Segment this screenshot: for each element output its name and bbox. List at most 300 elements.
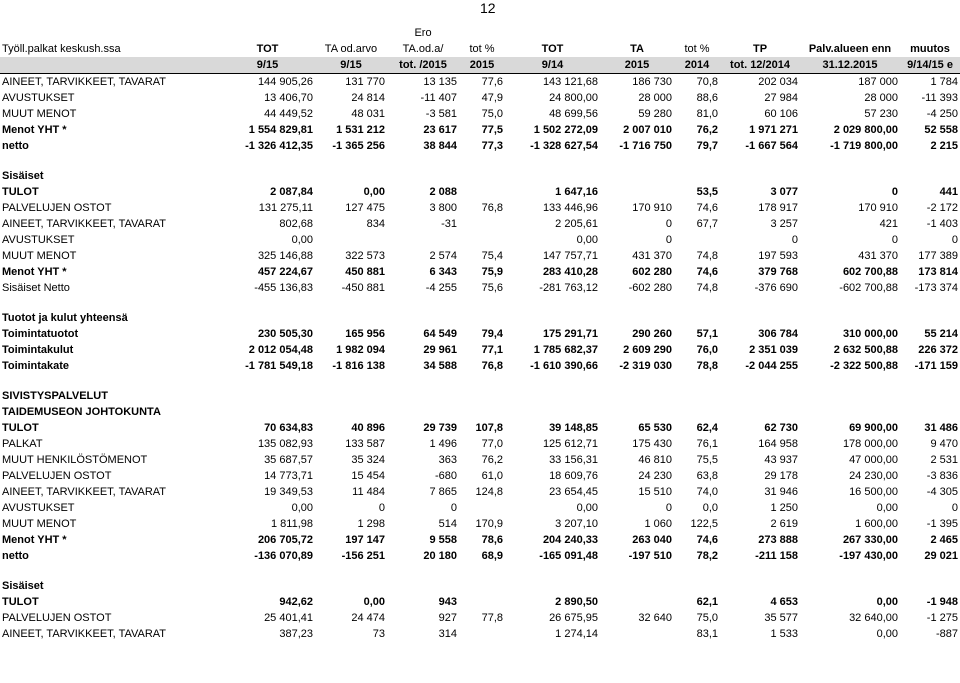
row-value: 23 617 xyxy=(423,124,457,136)
row-value: 79,4 xyxy=(481,328,503,340)
row-value: 147 757,71 xyxy=(542,250,598,262)
row-value: 177 389 xyxy=(918,250,958,262)
row-value: 57,1 xyxy=(696,328,718,340)
table-row xyxy=(0,436,960,452)
row-value: -2 319 030 xyxy=(619,360,672,372)
row-value: 2 205,61 xyxy=(555,218,598,230)
row-value: 178 917 xyxy=(758,202,798,214)
table-row xyxy=(0,216,960,232)
table-row xyxy=(0,122,960,138)
row-value: 26 675,95 xyxy=(549,612,598,624)
row-value: -602 280 xyxy=(628,282,672,294)
row-value: 834 xyxy=(366,218,385,230)
row-value: 3 800 xyxy=(429,202,457,214)
table-row xyxy=(0,516,960,532)
row-value: 2 029 800,00 xyxy=(833,124,898,136)
row-value: 602 280 xyxy=(632,266,672,278)
row-value xyxy=(459,184,505,200)
header-cell: TA xyxy=(630,43,644,55)
row-label: MUUT MENOT xyxy=(2,518,77,530)
section-subtitle xyxy=(0,404,960,420)
row-label: AINEET, TARVIKKEET, TAVARAT xyxy=(2,486,167,498)
table-row xyxy=(0,326,960,342)
row-value: 204 240,33 xyxy=(542,534,598,546)
row-value: 83,1 xyxy=(696,628,718,640)
table-row xyxy=(0,532,960,548)
row-value: 457 224,67 xyxy=(257,266,313,278)
row-value: 0,00 xyxy=(291,234,313,246)
spacer-row xyxy=(0,374,960,388)
row-value: 2 619 xyxy=(770,518,798,530)
row-value: 1 496 xyxy=(429,438,457,450)
row-value: 0,00 xyxy=(876,502,898,514)
row-value: 0,00 xyxy=(876,628,898,640)
row-value: 1 533 xyxy=(770,628,798,640)
header-row-1 xyxy=(0,25,960,41)
header-cell: 9/14 xyxy=(505,57,600,74)
row-value: 73 xyxy=(372,628,385,640)
row-value: 2 632 500,88 xyxy=(833,344,898,356)
row-value: 133 587 xyxy=(345,438,385,450)
row-value: 0 xyxy=(951,502,958,514)
row-value xyxy=(459,500,505,516)
row-label: MUUT MENOT xyxy=(2,108,77,120)
row-value: 25 401,41 xyxy=(264,612,313,624)
row-label: PALKAT xyxy=(2,438,43,450)
row-value: 144 905,26 xyxy=(257,76,313,88)
table-row xyxy=(0,358,960,374)
row-value: 33 156,31 xyxy=(549,454,598,466)
section-title-label: SIVISTYSPALVELUT xyxy=(2,390,108,402)
row-value: 165 956 xyxy=(345,328,385,340)
row-value: 62 730 xyxy=(764,422,798,434)
row-label: AVUSTUKSET xyxy=(2,234,75,246)
table-row xyxy=(0,74,960,91)
row-value: 170 910 xyxy=(858,202,898,214)
row-value: 75,5 xyxy=(696,454,718,466)
header-cell: muutos xyxy=(910,43,950,55)
row-value: -455 136,83 xyxy=(254,282,313,294)
row-value: 77,5 xyxy=(481,124,503,136)
row-value: 75,6 xyxy=(481,282,503,294)
row-value: -1 328 627,54 xyxy=(530,140,598,152)
header-cell: 2015 xyxy=(600,57,674,74)
header-cell: tot. 12/2014 xyxy=(720,57,800,74)
row-value: 65 530 xyxy=(638,422,672,434)
table-row xyxy=(0,548,960,564)
row-value: 2 351 039 xyxy=(749,344,798,356)
row-value: -1 403 xyxy=(926,218,958,230)
row-value: 0,00 xyxy=(576,234,598,246)
row-value: -1 719 800,00 xyxy=(830,140,898,152)
row-value: 7 865 xyxy=(429,486,457,498)
row-value: -1 326 412,35 xyxy=(245,140,313,152)
row-value: 57 230 xyxy=(864,108,898,120)
row-value: 74,8 xyxy=(696,250,718,262)
row-value: -2 044 255 xyxy=(745,360,798,372)
row-value: 125 612,71 xyxy=(542,438,598,450)
section-title-label: Tuotot ja kulut yhteensä xyxy=(2,312,128,324)
row-value: -173 374 xyxy=(914,282,958,294)
header-cell: 9/15 xyxy=(315,57,387,74)
row-value: 283 410,28 xyxy=(542,266,598,278)
row-value: 0,00 xyxy=(363,596,385,608)
table-row xyxy=(0,468,960,484)
row-value: 76,2 xyxy=(481,454,503,466)
header-cell: Työll.palkat keskush.ssa xyxy=(2,43,121,55)
row-value xyxy=(315,232,387,248)
section-title-label: Sisäiset xyxy=(2,170,44,182)
table-row xyxy=(0,500,960,516)
row-value: 77,3 xyxy=(481,140,503,152)
row-value: 306 784 xyxy=(758,328,798,340)
row-value: -171 159 xyxy=(914,360,958,372)
row-value: 1 554 829,81 xyxy=(248,124,313,136)
row-value: 32 640,00 xyxy=(849,612,898,624)
row-value: -4 255 xyxy=(425,282,457,294)
row-value: 64 549 xyxy=(423,328,457,340)
row-label: TULOT xyxy=(2,596,39,608)
row-value: -680 xyxy=(434,470,457,482)
row-value: 124,8 xyxy=(475,486,503,498)
row-value: 2 007 010 xyxy=(623,124,672,136)
row-value: 0,0 xyxy=(702,502,718,514)
row-value: 3 207,10 xyxy=(555,518,598,530)
table-row xyxy=(0,342,960,358)
header-cell: 9/15 xyxy=(220,57,315,74)
row-value: -3 581 xyxy=(425,108,457,120)
row-value: 2 574 xyxy=(429,250,457,262)
row-value: 35 577 xyxy=(764,612,798,624)
row-value: 127 475 xyxy=(345,202,385,214)
spacer-row xyxy=(0,296,960,310)
row-value: 14 773,71 xyxy=(264,470,313,482)
row-value: 2 531 xyxy=(930,454,958,466)
table-row xyxy=(0,248,960,264)
section-title-label: Sisäiset xyxy=(2,580,44,592)
row-value: 53,5 xyxy=(696,186,718,198)
row-value: 310 000,00 xyxy=(842,328,898,340)
row-value: -156 251 xyxy=(341,550,385,562)
header-cell xyxy=(720,25,800,41)
row-value: 1 250 xyxy=(770,502,798,514)
row-value: 75,4 xyxy=(481,250,503,262)
table-row xyxy=(0,484,960,500)
row-value: 0 xyxy=(665,218,672,230)
section-title xyxy=(0,578,960,594)
row-value: -31 xyxy=(441,218,457,230)
row-value: 0 xyxy=(791,234,798,246)
row-value: 2 465 xyxy=(930,534,958,546)
row-value: 11 484 xyxy=(352,486,385,498)
header-cell: tot % xyxy=(469,43,495,55)
row-label: AINEET, TARVIKKEET, TAVARAT xyxy=(2,628,167,640)
row-value: 28 000 xyxy=(638,92,672,104)
header-row-3 xyxy=(0,57,960,74)
row-value: 1 784 xyxy=(930,76,958,88)
row-label: Menot YHT * xyxy=(2,534,67,546)
header-cell xyxy=(220,25,315,41)
row-value: -1 365 256 xyxy=(332,140,385,152)
table-row xyxy=(0,90,960,106)
row-value: 39 148,85 xyxy=(549,422,598,434)
row-value: 1 274,14 xyxy=(555,628,598,640)
row-value: -136 070,89 xyxy=(254,550,313,562)
header-cell: TP xyxy=(752,43,768,55)
spacer-cell xyxy=(0,296,960,310)
row-value: 23 654,45 xyxy=(549,486,598,498)
row-value: 170,9 xyxy=(475,518,503,530)
row-value: 78,2 xyxy=(696,550,718,562)
row-value: 76,8 xyxy=(481,202,503,214)
row-value: 2 012 054,48 xyxy=(248,344,313,356)
row-value: 186 730 xyxy=(632,76,672,88)
table-row xyxy=(0,264,960,280)
row-value: 35 324 xyxy=(351,454,385,466)
row-value xyxy=(459,594,505,610)
row-value: 31 486 xyxy=(924,422,958,434)
row-value: -11 407 xyxy=(420,92,457,104)
row-label: MUUT MENOT xyxy=(2,250,77,262)
spacer-cell xyxy=(0,374,960,388)
row-value: 76,0 xyxy=(696,344,718,356)
table-row xyxy=(0,420,960,436)
row-value: 0,00 xyxy=(291,502,313,514)
row-value: 514 xyxy=(438,518,457,530)
row-label: AVUSTUKSET xyxy=(2,92,75,104)
row-value xyxy=(600,184,674,200)
table-body xyxy=(0,25,960,642)
row-value: 77,8 xyxy=(481,612,503,624)
header-cell xyxy=(0,57,220,74)
row-value: 77,6 xyxy=(481,76,503,88)
row-value: 69 900,00 xyxy=(849,422,898,434)
row-value: 0 xyxy=(665,502,672,514)
row-value: 202 034 xyxy=(758,76,798,88)
header-cell: TOT xyxy=(256,43,279,55)
page-number: 12 xyxy=(480,0,496,16)
row-value: 46 810 xyxy=(638,454,672,466)
row-value: 387,23 xyxy=(279,628,313,640)
row-value: 34 588 xyxy=(423,360,457,372)
row-value: -450 881 xyxy=(341,282,385,294)
row-value: 267 330,00 xyxy=(842,534,898,546)
row-value: 175 291,71 xyxy=(542,328,598,340)
row-value: -1 610 390,66 xyxy=(530,360,598,372)
row-value: 48 699,56 xyxy=(549,108,598,120)
row-value: 75,9 xyxy=(481,266,503,278)
row-value: 78,6 xyxy=(481,534,503,546)
row-value: -1 781 549,18 xyxy=(245,360,313,372)
row-value: 173 814 xyxy=(918,266,958,278)
table-row xyxy=(0,280,960,296)
row-value: 35 687,57 xyxy=(264,454,313,466)
table-row xyxy=(0,594,960,610)
row-value: 28 000 xyxy=(864,92,898,104)
header-cell: 31.12.2015 xyxy=(800,57,900,74)
row-value: 3 077 xyxy=(770,186,798,198)
table-row xyxy=(0,106,960,122)
budget-table xyxy=(0,25,960,642)
row-value: 79,7 xyxy=(696,140,718,152)
row-value: 379 768 xyxy=(758,266,798,278)
spacer-cell xyxy=(0,154,960,168)
row-value: 164 958 xyxy=(758,438,798,450)
row-value: 29 961 xyxy=(423,344,457,356)
header-cell: Ero xyxy=(414,27,432,39)
row-label: Sisäiset Netto xyxy=(2,282,70,294)
row-value: 27 984 xyxy=(764,92,798,104)
row-value: 0 xyxy=(951,234,958,246)
row-value: 44 449,52 xyxy=(264,108,313,120)
row-value: 75,0 xyxy=(696,612,718,624)
row-label: Toimintakate xyxy=(2,360,70,372)
row-label: netto xyxy=(2,550,29,562)
row-value: 1 531 212 xyxy=(336,124,385,136)
row-value: 74,6 xyxy=(696,202,718,214)
row-value: 0,00 xyxy=(576,502,598,514)
header-cell: TA od.arvo xyxy=(324,43,378,55)
row-value: 52 558 xyxy=(924,124,958,136)
row-value: 0,00 xyxy=(876,596,898,608)
row-value: 88,6 xyxy=(696,92,718,104)
row-value: -1 816 138 xyxy=(332,360,385,372)
row-value: 1 811,98 xyxy=(270,518,313,530)
row-value: 38 844 xyxy=(423,140,457,152)
header-row-2 xyxy=(0,41,960,57)
row-value: 55 214 xyxy=(924,328,958,340)
row-value: 107,8 xyxy=(475,422,503,434)
row-value xyxy=(459,216,505,232)
row-value: -4 305 xyxy=(926,486,958,498)
row-value: 230 505,30 xyxy=(257,328,313,340)
header-cell: 2015 xyxy=(459,57,505,74)
row-value: 24 230 xyxy=(638,470,672,482)
row-value xyxy=(387,232,459,248)
row-value: 76,8 xyxy=(481,360,503,372)
row-value: 61,0 xyxy=(481,470,503,482)
row-value: 131 770 xyxy=(345,76,385,88)
row-label: AVUSTUKSET xyxy=(2,502,75,514)
table-row xyxy=(0,232,960,248)
row-value: 74,6 xyxy=(696,266,718,278)
row-value: 75,0 xyxy=(481,108,503,120)
header-cell xyxy=(800,25,900,41)
row-value: 60 106 xyxy=(764,108,798,120)
row-value xyxy=(600,594,674,610)
row-label: MUUT HENKILÖSTÖMENOT xyxy=(2,454,148,466)
header-cell xyxy=(900,25,960,41)
row-value: 206 705,72 xyxy=(257,534,313,546)
row-value: 40 896 xyxy=(351,422,385,434)
row-value: 322 573 xyxy=(345,250,385,262)
row-value: 263 040 xyxy=(632,534,672,546)
section-title xyxy=(0,168,960,184)
row-label: AINEET, TARVIKKEET, TAVARAT xyxy=(2,76,167,88)
header-cell: 2014 xyxy=(674,57,720,74)
row-value: 175 430 xyxy=(632,438,672,450)
row-value: 178 000,00 xyxy=(842,438,898,450)
spacer-cell xyxy=(0,564,960,578)
row-value: 0 xyxy=(665,234,672,246)
row-label: PALVELUJEN OSTOT xyxy=(2,612,112,624)
row-value: -1 667 564 xyxy=(745,140,798,152)
row-value: -1 275 xyxy=(926,612,958,624)
row-value: 29 178 xyxy=(764,470,798,482)
header-cell: 9/14/15 e xyxy=(900,57,960,74)
row-value: 421 xyxy=(879,218,898,230)
row-value: 314 xyxy=(438,628,457,640)
header-cell xyxy=(505,25,600,41)
row-value: 0 xyxy=(378,502,385,514)
row-value: 77,0 xyxy=(481,438,503,450)
row-value: 1 971 271 xyxy=(749,124,798,136)
header-cell xyxy=(315,25,387,41)
table-row xyxy=(0,610,960,626)
header-cell xyxy=(600,25,674,41)
row-value: 143 121,68 xyxy=(542,76,598,88)
row-value: 63,8 xyxy=(696,470,718,482)
row-value: 19 349,53 xyxy=(264,486,313,498)
row-value: 29 739 xyxy=(423,422,457,434)
header-cell xyxy=(459,25,505,41)
row-value: 31 946 xyxy=(764,486,798,498)
row-value: 74,6 xyxy=(696,534,718,546)
row-value: 1 060 xyxy=(644,518,672,530)
row-value: 1 600,00 xyxy=(855,518,898,530)
row-value: 1 298 xyxy=(357,518,385,530)
row-value: 1 647,16 xyxy=(555,186,598,198)
row-value: 62,1 xyxy=(696,596,718,608)
row-value: -165 091,48 xyxy=(539,550,598,562)
row-label: TULOT xyxy=(2,186,39,198)
row-value: -197 510 xyxy=(628,550,672,562)
row-value: 29 021 xyxy=(924,550,958,562)
row-value: 802,68 xyxy=(279,218,313,230)
section-subtitle-label: TAIDEMUSEON JOHTOKUNTA xyxy=(2,406,161,418)
row-value: -887 xyxy=(935,628,958,640)
header-cell xyxy=(0,25,220,41)
row-value: 942,62 xyxy=(279,596,313,608)
row-value: 133 446,96 xyxy=(542,202,598,214)
row-value: 16 500,00 xyxy=(849,486,898,498)
row-value: 68,9 xyxy=(481,550,503,562)
row-value: 81,0 xyxy=(696,108,718,120)
table-row xyxy=(0,452,960,468)
row-value: 4 653 xyxy=(770,596,798,608)
row-value xyxy=(459,626,505,642)
row-label: TULOT xyxy=(2,422,39,434)
row-value xyxy=(674,232,720,248)
row-value: 170 910 xyxy=(632,202,672,214)
row-label: Toimintakulut xyxy=(2,344,74,356)
row-value: 76,1 xyxy=(696,438,718,450)
row-value: 450 881 xyxy=(345,266,385,278)
row-value: 927 xyxy=(438,612,457,624)
row-value: 59 280 xyxy=(638,108,672,120)
row-label: AINEET, TARVIKKEET, TAVARAT xyxy=(2,218,167,230)
row-value: 0,00 xyxy=(363,186,385,198)
row-value: 2 890,50 xyxy=(555,596,598,608)
section-title xyxy=(0,310,960,326)
row-value: -281 763,12 xyxy=(539,282,598,294)
row-value: 20 180 xyxy=(423,550,457,562)
row-value: 226 372 xyxy=(918,344,958,356)
row-value: -2 172 xyxy=(926,202,958,214)
row-value: -376 690 xyxy=(754,282,798,294)
row-value: 2 215 xyxy=(930,140,958,152)
row-label: Menot YHT * xyxy=(2,266,67,278)
